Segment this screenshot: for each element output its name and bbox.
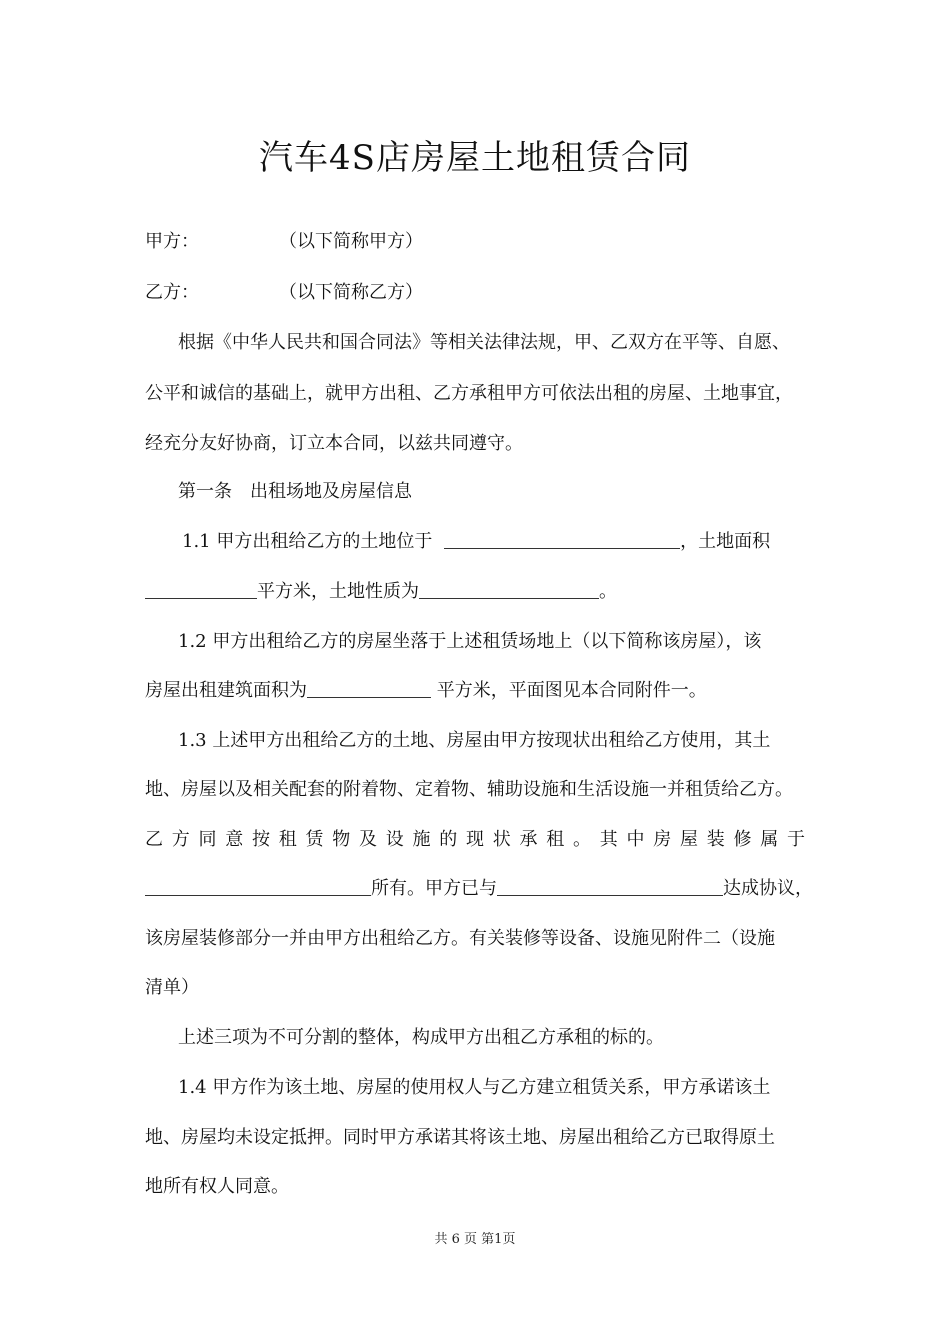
- party-a-label: 甲方：: [145, 231, 199, 252]
- line-char: 现: [466, 829, 484, 850]
- clause-1-2-line-2: [145, 679, 707, 703]
- line-char: 其: [599, 829, 618, 850]
- line-char: 施: [412, 829, 431, 850]
- party-a-line: [145, 230, 423, 254]
- clause-1-3-text-a: 所有。甲方已与: [371, 878, 497, 899]
- clause-1-4-line-2: 地、房屋均未设定抵押。同时甲方承诺其将该土地、房屋出租给乙方已取得原土: [145, 1127, 775, 1148]
- intro-line-1: 根据《中华人民共和国合同法》等相关法律法规，甲、乙双方在平等、自愿、: [178, 332, 790, 353]
- line-char: 及: [359, 829, 377, 850]
- clause-1-3-line-6: 清单）: [145, 977, 199, 998]
- clause-1-3-line-5: 该房屋装修部分一并由甲方出租给乙方。有关装修等设备、设施见附件二（设施: [145, 928, 775, 949]
- line-char: 租: [278, 829, 297, 850]
- clause-1-4-line-3: 地所有权人同意。: [145, 1176, 289, 1197]
- document-title: 汽车4S店房屋土地租赁合同: [259, 138, 691, 178]
- clause-1-1-line-1: [182, 530, 770, 554]
- line-char: 方: [171, 829, 190, 850]
- clause-1-3-line-1: 1.3 上述甲方出租给乙方的土地、房屋由甲方按现状出租给乙方使用，其土: [178, 730, 771, 751]
- line-char: 按: [252, 829, 270, 850]
- clause-1-4-line-1: 1.4 甲方作为该土地、房屋的使用权人与乙方建立租赁关系，甲方承诺该土: [178, 1077, 771, 1098]
- intro-line-3: 经充分友好协商，订立本合同，以兹共同遵守。: [145, 433, 523, 454]
- line-char: 屋: [680, 829, 698, 850]
- article-1-heading: 第一条 出租场地及房屋信息: [178, 481, 412, 502]
- line-char: 状: [492, 829, 511, 850]
- line-char: 装: [706, 829, 725, 850]
- summary-line: 上述三项为不可分割的整体，构成甲方出租乙方承租的标的。: [178, 1027, 664, 1048]
- agreement-party-blank: [497, 877, 723, 896]
- clause-1-1-text-d: 。: [599, 581, 617, 602]
- clause-1-3-line-4: [145, 877, 813, 901]
- line-char: 同: [198, 829, 217, 850]
- party-b-line: [145, 281, 423, 305]
- clause-1-1-text-b: ，土地面积: [680, 531, 771, 552]
- land-location-blank: [444, 530, 680, 549]
- line-char: 的: [439, 829, 458, 850]
- line-char: 中: [626, 829, 645, 850]
- line-char: 房: [653, 829, 672, 850]
- clause-1-3-line-2: 地、房屋以及相关配套的附着物、定着物、辅助设施和生活设施一并租赁给乙方。: [145, 779, 793, 800]
- intro-line-2: 公平和诚信的基础上，就甲方出租、乙方承租甲方可依法出租的房屋、土地事宜，: [145, 383, 793, 404]
- clause-1-2-text-a: 房屋出租建筑面积为: [145, 680, 307, 701]
- line-char: 属: [760, 829, 779, 850]
- clause-1-1-text-c: 平方米，土地性质为: [257, 581, 419, 602]
- clause-1-3-text-b: 达成协议，: [723, 878, 813, 899]
- clause-1-1-line-2: [145, 580, 617, 604]
- line-char: 租: [546, 829, 565, 850]
- land-nature-blank: [419, 580, 599, 599]
- clause-1-2-text-b: 平方米，平面图见本合同附件一。: [431, 680, 707, 701]
- decoration-owner-blank: [145, 877, 371, 896]
- clause-1-2-line-1: 1.2 甲方出租给乙方的房屋坐落于上述租赁场地上（以下简称该房屋），该: [178, 631, 762, 652]
- line-char: 于: [787, 829, 805, 850]
- line-char: 修: [733, 829, 752, 850]
- line-char: 赁: [305, 829, 324, 850]
- party-a-note: （以下简称甲方）: [279, 231, 423, 252]
- line-char: 设: [385, 829, 404, 850]
- land-area-blank: [145, 580, 257, 599]
- line-char: 乙: [145, 829, 163, 850]
- line-char: 承: [519, 829, 538, 850]
- party-b-note: （以下简称乙方）: [279, 282, 423, 303]
- line-char: 。: [573, 829, 591, 850]
- page-footer: 共 6 页 第1页: [434, 1232, 516, 1247]
- building-area-blank: [307, 679, 431, 698]
- clause-1-3-line-3: [145, 828, 805, 852]
- clause-1-1-text-a: 1.1 甲方出租给乙方的土地位于: [182, 531, 433, 552]
- line-char: 物: [332, 829, 351, 850]
- line-char: 意: [225, 829, 244, 850]
- party-b-label: 乙方：: [145, 282, 199, 303]
